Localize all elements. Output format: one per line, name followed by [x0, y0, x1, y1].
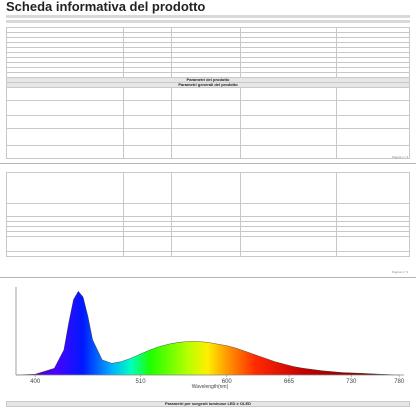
table-row	[7, 129, 410, 146]
table-row	[7, 204, 410, 217]
table-cell	[7, 204, 124, 217]
table-cell	[240, 129, 337, 146]
table-cell	[123, 146, 171, 159]
table-cell	[337, 173, 410, 204]
intro-line	[6, 20, 410, 23]
table-cell	[123, 101, 171, 116]
table-cell	[172, 129, 241, 146]
x-tick-label: 665	[284, 379, 295, 385]
document-title: Scheda informativa del prodotto	[6, 0, 206, 14]
x-tick-label: 510	[135, 379, 146, 385]
table-cell	[172, 252, 241, 257]
table-cell	[7, 116, 124, 129]
led-parameters-table	[6, 401, 410, 407]
table-cell	[172, 101, 241, 116]
section-heading: Parametri del prodotto	[7, 78, 410, 83]
table-row	[7, 88, 410, 101]
table-cell	[7, 146, 124, 159]
table-cell	[240, 252, 337, 257]
table-cell	[240, 204, 337, 217]
table-cell	[123, 237, 171, 252]
intro-text	[6, 15, 410, 25]
table-cell	[240, 237, 337, 252]
x-tick-label: 780	[394, 379, 405, 385]
table-cell	[337, 116, 410, 129]
table-cell	[337, 88, 410, 101]
table-cell	[123, 173, 171, 204]
x-axis-label: Wavelength(nm)	[191, 384, 229, 389]
table-cell	[337, 252, 410, 257]
table-cell	[7, 88, 124, 101]
x-tick-label: 730	[346, 379, 357, 385]
table-cell	[240, 88, 337, 101]
table-cell	[7, 101, 124, 116]
x-tick-label: 600	[221, 379, 232, 385]
table-cell	[172, 116, 241, 129]
table-cell	[240, 173, 337, 204]
page-footer: Pagina 2 / 3	[391, 270, 408, 274]
table-cell	[337, 101, 410, 116]
table-row	[7, 173, 410, 204]
table-cell	[172, 204, 241, 217]
table-cell	[123, 129, 171, 146]
general-parameters-table	[6, 172, 410, 257]
table-row	[7, 252, 410, 257]
section-heading: Parametri per sorgenti luminose LED e OLED	[7, 402, 410, 407]
table-cell	[123, 204, 171, 217]
x-tick-label: 400	[30, 379, 41, 385]
table-cell	[7, 173, 124, 204]
table-row	[7, 101, 410, 116]
table-cell	[123, 116, 171, 129]
table-cell	[337, 129, 410, 146]
page-divider	[0, 277, 416, 278]
spectrum-svg	[6, 281, 410, 389]
spectrum-area	[16, 291, 399, 375]
table-cell	[172, 88, 241, 101]
table-cell	[123, 88, 171, 101]
table-cell	[7, 237, 124, 252]
table-row	[7, 116, 410, 129]
table-cell	[172, 146, 241, 159]
table-cell	[337, 237, 410, 252]
section-heading: Parametri generali del prodotto	[7, 83, 410, 88]
table-cell	[172, 173, 241, 204]
table-cell	[240, 146, 337, 159]
table-cell	[7, 252, 124, 257]
table-row	[7, 146, 410, 159]
table-cell	[337, 204, 410, 217]
table-cell	[240, 101, 337, 116]
page-footer: Pagina 1 / 3	[391, 155, 408, 159]
table-cell	[123, 252, 171, 257]
intro-line	[6, 15, 410, 18]
page-divider	[0, 163, 416, 164]
spectrum-chart	[6, 281, 410, 389]
table-cell	[172, 237, 241, 252]
table-cell	[7, 129, 124, 146]
table-row	[7, 237, 410, 252]
table-cell	[240, 116, 337, 129]
product-parameters-table	[6, 27, 410, 159]
